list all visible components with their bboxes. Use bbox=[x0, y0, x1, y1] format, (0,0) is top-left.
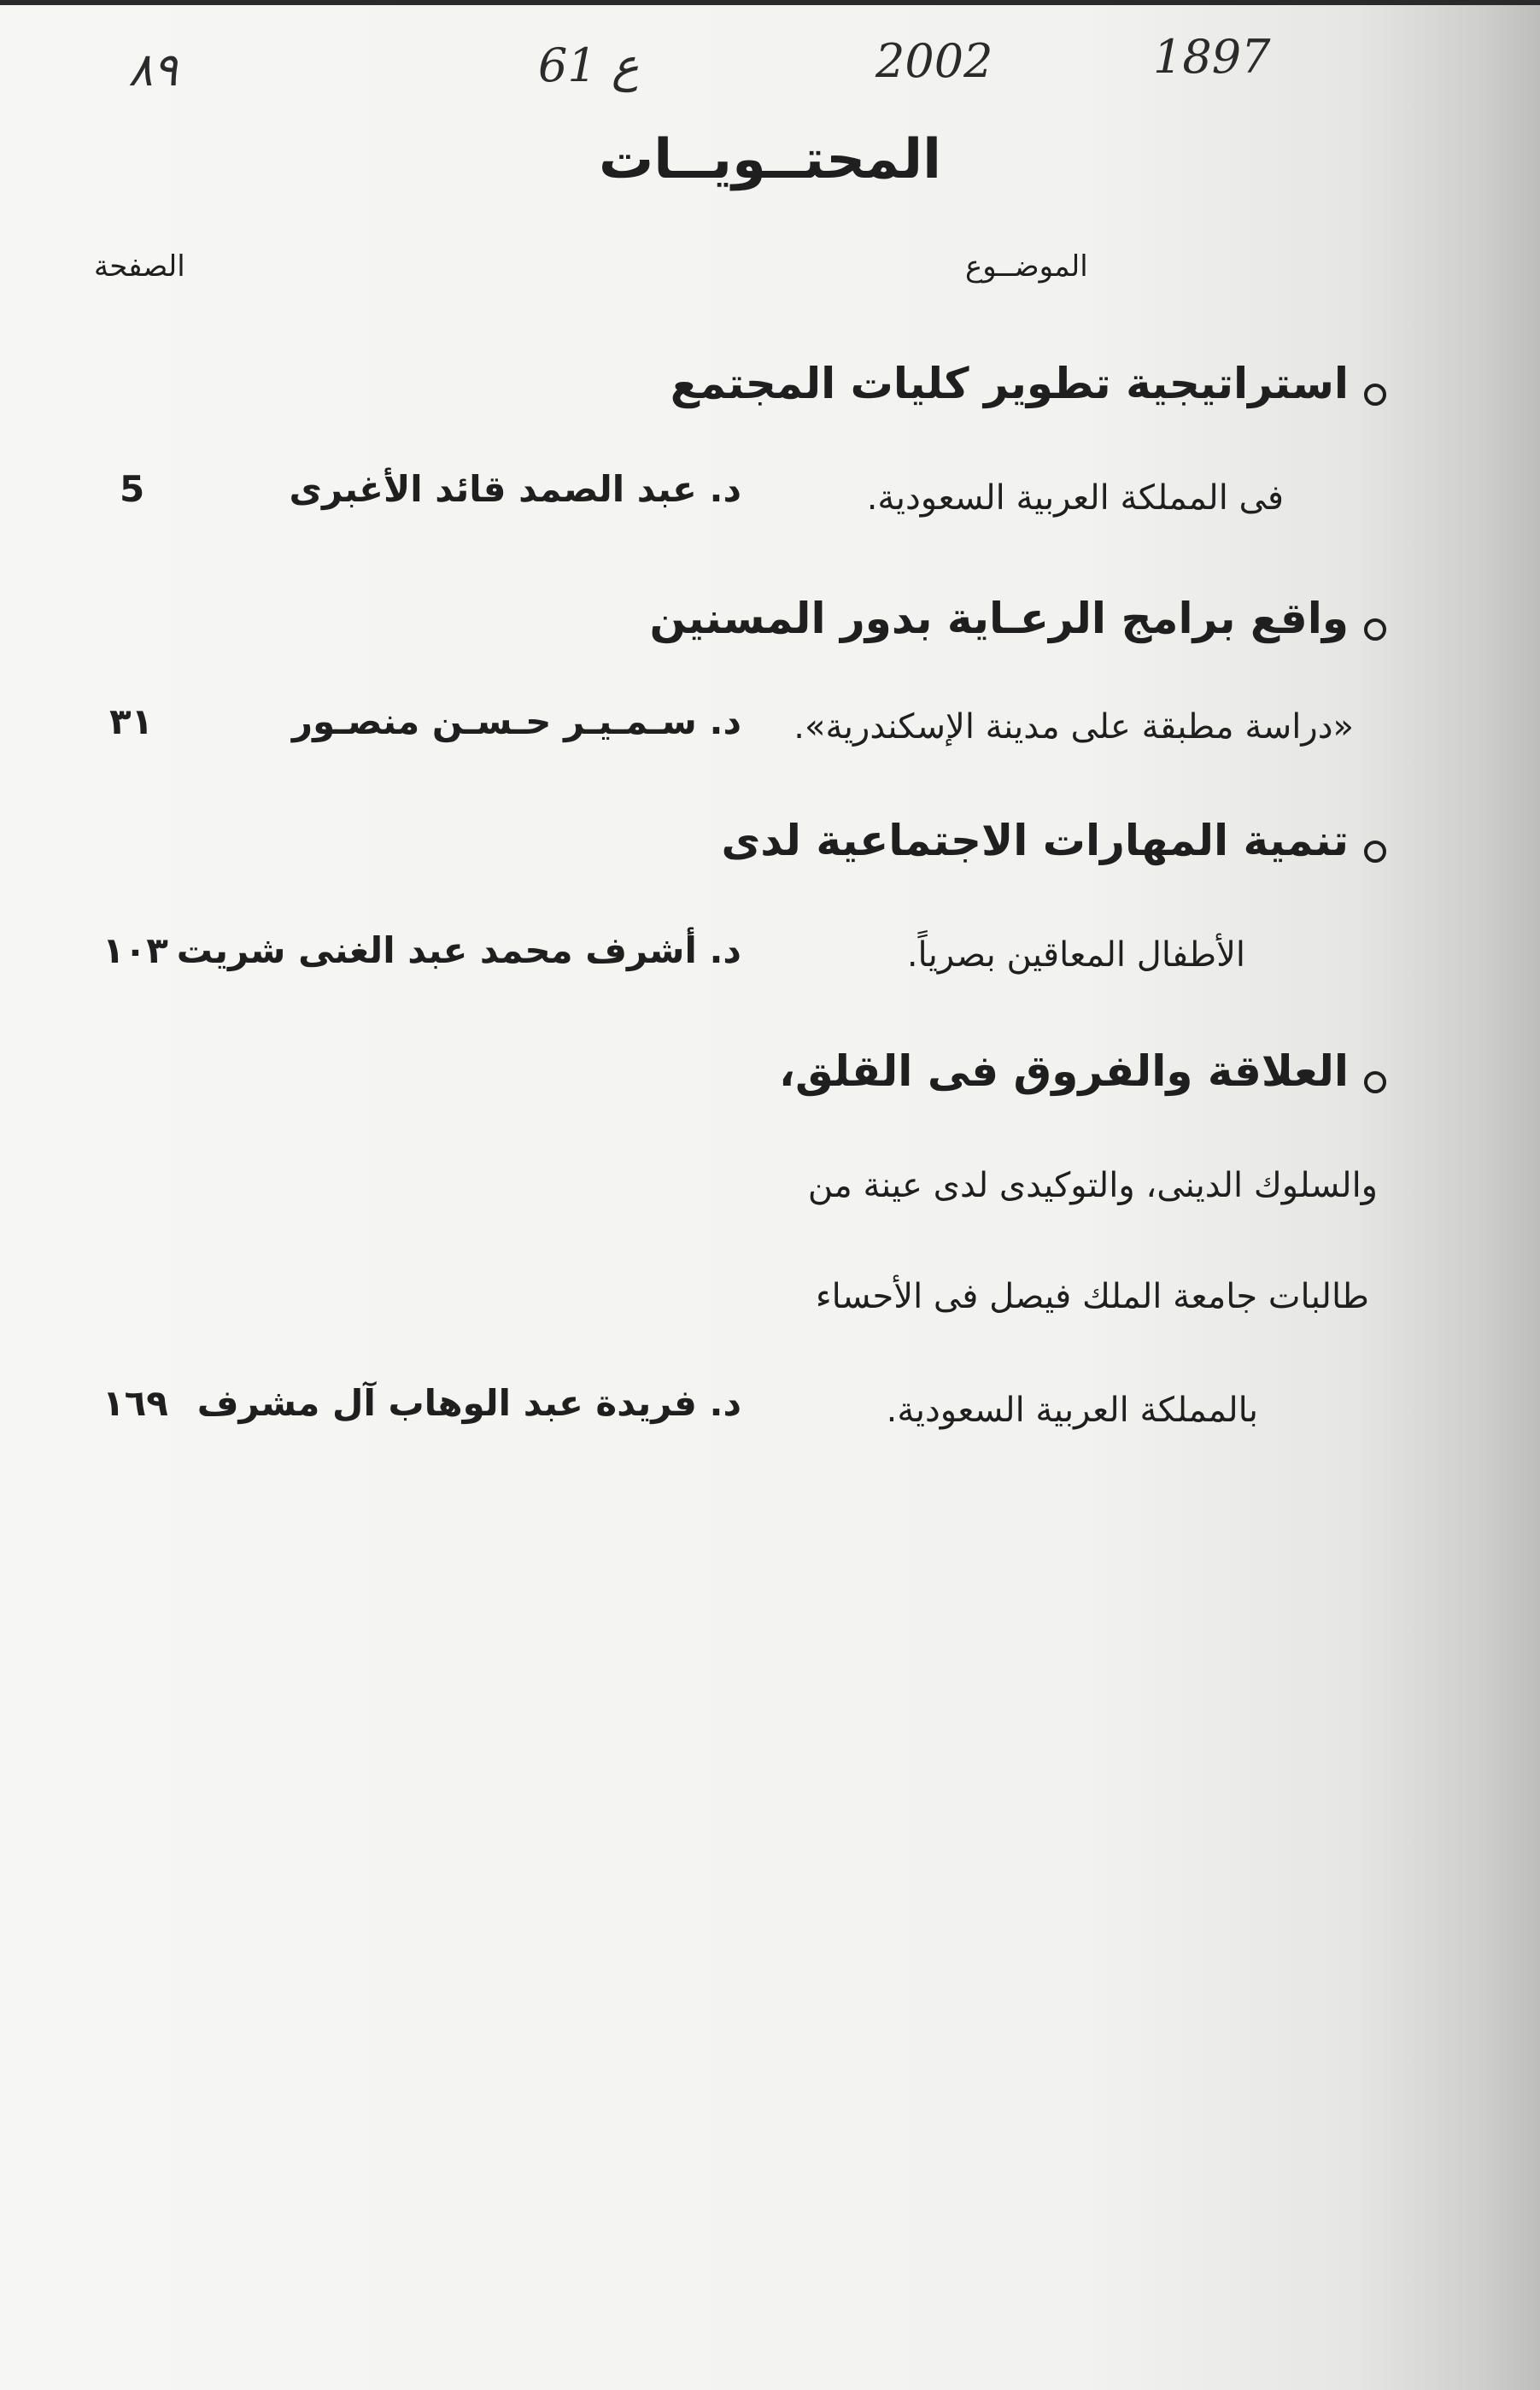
handwritten-left-mark: ٨٩ bbox=[128, 43, 179, 97]
toc-entry-subtitle: فى المملكة العربية السعودية. bbox=[866, 478, 1284, 518]
toc-entry-page-number: ١٠٣ bbox=[102, 929, 168, 971]
toc-entry-title-text: واقع برامج الرعـاية بدور المسنين bbox=[649, 594, 1349, 643]
toc-entry-title bbox=[670, 359, 1386, 408]
circle-bullet-icon bbox=[1364, 1071, 1386, 1093]
toc-entry-subtitle: طالبات جامعة الملك فيصل فى الأحساء bbox=[815, 1277, 1369, 1316]
toc-entry-title-text: تنمية المهارات الاجتماعية لدى bbox=[721, 816, 1349, 865]
page-title: المحتــويــات bbox=[598, 128, 942, 191]
circle-bullet-icon bbox=[1364, 618, 1386, 641]
toc-entry-title bbox=[721, 816, 1386, 865]
handwritten-year: 2002 bbox=[875, 34, 993, 88]
toc-entry-title-text: استراتيجية تطوير كليات المجتمع bbox=[670, 359, 1349, 408]
toc-entry-page-number: ١٦٩ bbox=[102, 1382, 168, 1424]
toc-entry-subtitle: بالمملكة العربية السعودية. bbox=[886, 1391, 1258, 1430]
toc-entry-subtitle: «دراسة مطبقة على مدينة الإسكندرية». bbox=[793, 707, 1354, 747]
top-edge-rule bbox=[0, 0, 1540, 5]
topic-column-header: الموضــوع bbox=[965, 249, 1088, 284]
toc-entry-subtitle: الأطفال المعاقين بصرياً. bbox=[906, 935, 1245, 975]
toc-entry-author: د. سـمـيـر حـسـن منصـور bbox=[291, 700, 741, 742]
circle-bullet-icon bbox=[1364, 841, 1386, 863]
toc-entry-title bbox=[649, 594, 1386, 643]
toc-entry-title-text: العلاقة والفروق فى القلق، bbox=[779, 1046, 1349, 1096]
toc-entry-author: د. أشرف محمد عبد الغنى شريت bbox=[176, 929, 741, 971]
toc-entry-page-number: ٣١ bbox=[109, 700, 154, 742]
toc-entry-title bbox=[779, 1046, 1386, 1096]
toc-entry-author: د. فريدة عبد الوهاب آل مشرف bbox=[196, 1382, 741, 1424]
handwritten-center-mark: 61 ع bbox=[538, 38, 640, 92]
handwritten-number: 1897 bbox=[1153, 30, 1271, 84]
toc-entry-page-number: 5 bbox=[120, 468, 145, 510]
toc-entry-author: د. عبد الصمد قائد الأغبرى bbox=[289, 468, 741, 510]
page-column-header: الصفحة bbox=[94, 249, 185, 284]
toc-entry-subtitle: والسلوك الدينى، والتوكيدى لدى عينة من bbox=[807, 1166, 1378, 1205]
circle-bullet-icon bbox=[1364, 384, 1386, 406]
